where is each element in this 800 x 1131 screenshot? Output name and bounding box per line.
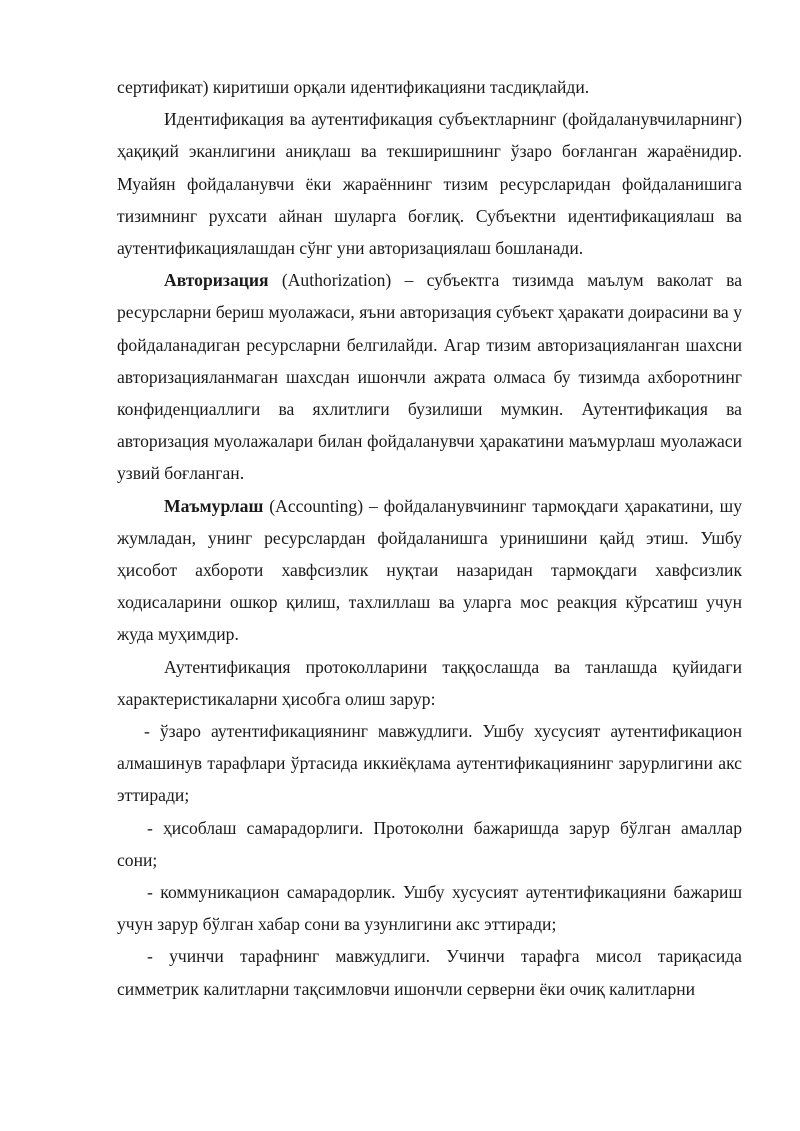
authorization-definition: (Authorization) – субъектга тизимда маълум ваколат ва ресурсларни бериш муолажаси, яъни авторизация субъект ҳаракати доирасини ва у фойдаланадиган ресурсларни белгилайди. Агар тизим авторизацияланган шахсни авторизацияланмаган шахсдан ишончли ажрата олмаса бу тизимда ахборотнинг конфиденциаллиги ва яхлитлиги бузилиши мумкин. Аутентификация ва авторизация муолажалари билан фойдаланувчи ҳаракатини маъмурлаш муолажаси узвий боғланган. bbox=[117, 270, 742, 484]
paragraph-continuation: сертификат) киритиши орқали идентификацияни тасдиқлайди. bbox=[117, 77, 590, 97]
list-item-mutual-auth: - ўзаро аутентификациянинг мавжудлиги. Ушбу хусусият аутентификацион алмашинув тарафлари ўртасида иккиёқлама аутентификациянинг зарурлигини акс эттиради; bbox=[117, 721, 742, 806]
list-item-third-party: - учинчи тарафнинг мавжудлиги. Учинчи тарафга мисол тариқасида симметрик калитларни тақсимловчи ишончли серверни ёки очиқ калитларни bbox=[117, 946, 742, 999]
paragraph-authorization bbox=[117, 264, 742, 489]
document-page bbox=[117, 71, 742, 1005]
paragraph-protocol-criteria: Аутентификация протоколларини таққослашда ва танлашда қуйидаги характеристикаларни ҳисобга олиш зарур: bbox=[117, 656, 742, 709]
paragraph-identification: Идентификация ва аутентификация субъектларнинг (фойдаланувчиларнинг) ҳақиқий эканлигини аниқлаш ва текширишнинг ўзаро боғланган жараёнидир. Муайян фойдаланувчи ёки жараённинг тизим ресурсларидан фойдаланишига тизимнинг рухсати айнан шуларга боғлиқ. Субъектни идентификациялаш ва аутентификациялашдан сўнг уни авторизациялаш бошланади. bbox=[117, 109, 742, 259]
term-accounting: Маъмурлаш bbox=[164, 495, 264, 516]
list-item-communication-efficiency: - коммуникацион самарадорлик. Ушбу хусусият аутентификацияни бажариш учун зарур бўлган хабар сони ва узунлигини акс эттиради; bbox=[117, 882, 742, 935]
term-authorization: Авторизация bbox=[164, 270, 269, 291]
paragraph-accounting bbox=[117, 490, 742, 651]
list-item-computational-efficiency: - ҳисоблаш самарадорлиги. Протоколни бажаришда зарур бўлган амаллар сони; bbox=[117, 817, 742, 870]
accounting-definition: (Accounting) – фойдаланувчининг тармоқдаги ҳаракатини, шу жумладан, унинг ресурслардан фойдаланишга уринишини қайд этиш. Ушбу ҳисобот ахбороти хавфсизлик нуқтаи назаридан тармоқдаги хавфсизлик ходисаларини ошкор қилиш, тахлиллаш ва уларга мос реакция кўрсатиш учун жуда муҳимдир. bbox=[117, 495, 742, 645]
